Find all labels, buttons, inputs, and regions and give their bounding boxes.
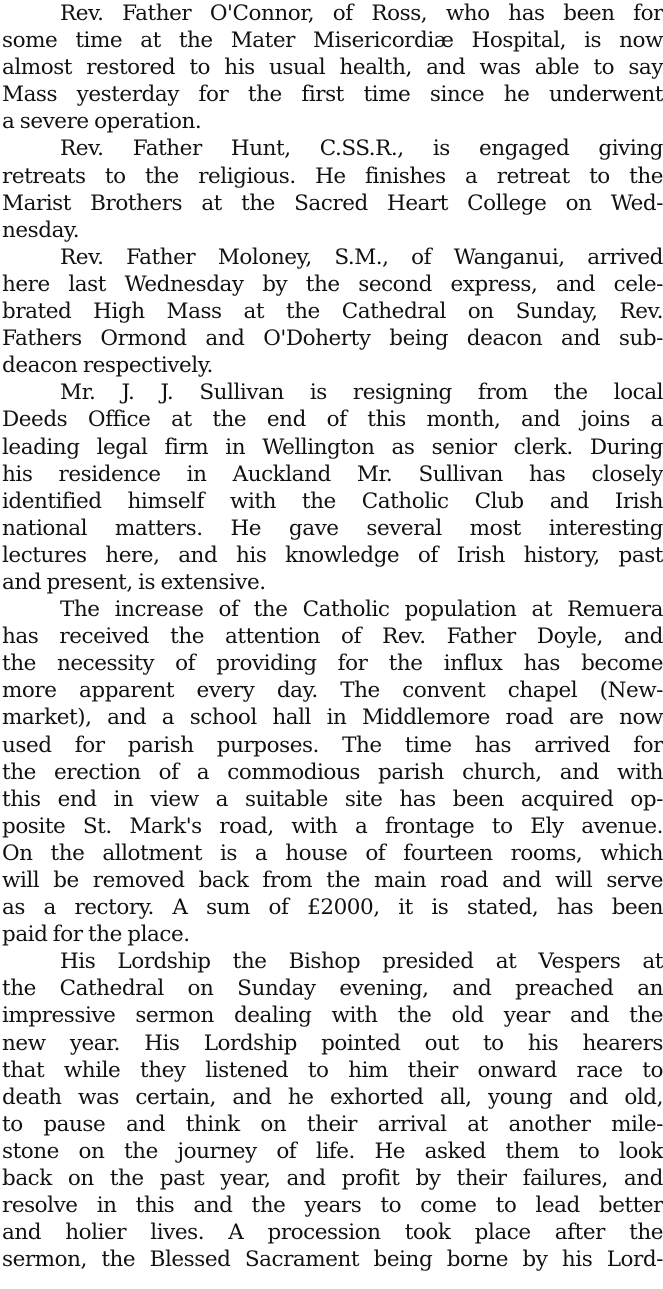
text-line: the erection of a commodious parish church, and with bbox=[2, 759, 663, 785]
text-line: stone on the journey of life. He asked them to look bbox=[2, 1138, 663, 1164]
text-line: Deeds Office at the end of this month, and joins a bbox=[2, 407, 663, 433]
text-line: Rev. Father Moloney, S.M., of Wanganui, arrived bbox=[60, 244, 663, 270]
text-line: lectures here, and his knowledge of Irish history, past bbox=[2, 542, 663, 568]
text-line: here last Wednesday by the second express, and cele- bbox=[2, 271, 663, 297]
text-line: impressive sermon dealing with the old year and the bbox=[2, 1003, 663, 1029]
text-line: used for parish purposes. The time has arrived for bbox=[2, 732, 663, 758]
text-line: that while they listened to him their onward race to bbox=[2, 1057, 663, 1083]
text-line: Marist Brothers at the Sacred Heart College on Wed- bbox=[2, 190, 663, 216]
text-line: more apparent every day. The convent chapel (New- bbox=[2, 678, 663, 704]
text-line: as a rectory. A sum of £2000, it is stated, has been bbox=[2, 895, 663, 921]
text-line: leading legal firm in Wellington as senior clerk. During bbox=[2, 434, 663, 460]
text-line: Fathers Ormond and O'Doherty being deacon and sub- bbox=[2, 326, 663, 352]
text-line: deacon respectively. bbox=[2, 353, 213, 379]
text-line: a severe operation. bbox=[2, 109, 202, 135]
text-line: back on the past year, and profit by their failures, and bbox=[2, 1166, 663, 1192]
text-line: Mass yesterday for the first time since he underwent bbox=[2, 82, 663, 108]
text-line: sermon, the Blessed Sacrament being borne by his Lord- bbox=[2, 1247, 663, 1273]
text-line: posite St. Mark's road, with a frontage to Ely avenue. bbox=[2, 813, 663, 839]
text-line: On the allotment is a house of fourteen rooms, which bbox=[2, 840, 663, 866]
text-line: has received the attention of Rev. Father Doyle, and bbox=[2, 624, 663, 650]
text-line: and present, is extensive. bbox=[2, 569, 266, 595]
text-line: The increase of the Catholic population at Remuera bbox=[60, 597, 663, 623]
text-line: paid for the place. bbox=[2, 922, 190, 948]
paragraph-mr-sullivan bbox=[2, 379, 663, 596]
text-line: brated High Mass at the Cathedral on Sunday, Rev. bbox=[2, 299, 663, 325]
paragraph-father-oconnor bbox=[2, 0, 663, 135]
paragraph-bishop-vespers bbox=[2, 948, 663, 1273]
text-line: Rev. Father Hunt, C.SS.R., is engaged giving bbox=[60, 136, 663, 162]
text-line: the Cathedral on Sunday evening, and preached an bbox=[2, 976, 663, 1002]
text-line: new year. His Lordship pointed out to his hearers bbox=[2, 1030, 663, 1056]
paragraph-remuera-church bbox=[2, 596, 663, 948]
text-line: market), and a school hall in Middlemore road are now bbox=[2, 705, 663, 731]
text-line: this end in view a suitable site has been acquired op- bbox=[2, 786, 663, 812]
text-line: His Lordship the Bishop presided at Vespers at bbox=[60, 949, 663, 975]
text-line: Mr. J. J. Sullivan is resigning from the local bbox=[60, 380, 663, 406]
text-line: nesday. bbox=[2, 217, 80, 243]
paragraph-father-moloney bbox=[2, 244, 663, 379]
text-line: Rev. Father O'Connor, of Ross, who has been for bbox=[60, 1, 663, 26]
text-line: almost restored to his usual health, and was able to say bbox=[2, 55, 663, 81]
paragraph-father-hunt bbox=[2, 135, 663, 243]
text-line: resolve in this and the years to come to lead better bbox=[2, 1193, 663, 1219]
text-line: national matters. He gave several most interesting bbox=[2, 515, 663, 541]
text-line: death was certain, and he exhorted all, young and old, bbox=[2, 1084, 663, 1110]
text-line: his residence in Auckland Mr. Sullivan has closely bbox=[2, 461, 663, 487]
text-line: will be removed back from the main road and will serve bbox=[2, 868, 663, 893]
text-line: identified himself with the Catholic Club and Irish bbox=[2, 488, 663, 514]
text-line: and holier lives. A procession took place after the bbox=[2, 1220, 663, 1246]
text-line: to pause and think on their arrival at another mile- bbox=[2, 1111, 663, 1137]
text-line: retreats to the religious. He finishes a retreat to the bbox=[2, 163, 663, 189]
text-line: some time at the Mater Misericordiæ Hospital, is now bbox=[2, 28, 663, 54]
text-line: the necessity of providing for the influx has become bbox=[2, 651, 663, 677]
